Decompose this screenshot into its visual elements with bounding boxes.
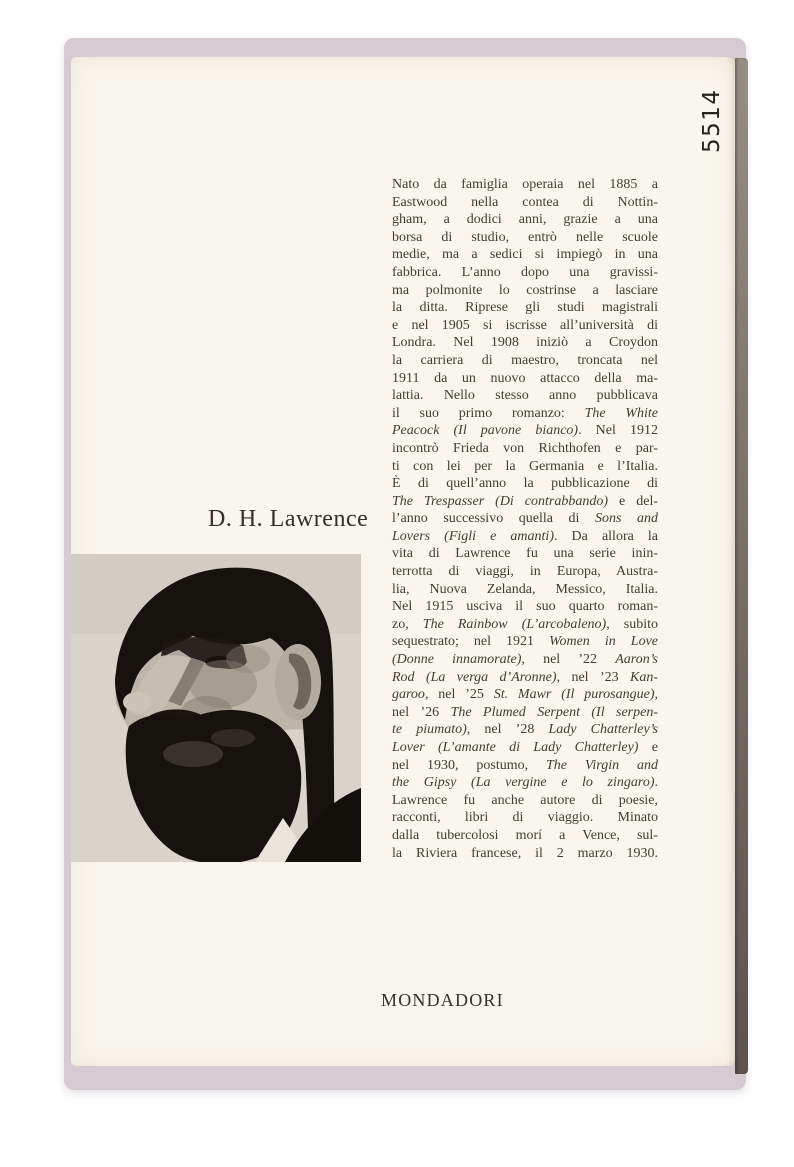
bio-line: Londra. Nel 1908 iniziò a Croydon <box>392 335 658 351</box>
bio-line: ma polmonite lo costrinse a lasciare <box>392 282 658 298</box>
bio-line: la ditta. Riprese gli studi magistrali <box>392 300 658 316</box>
bio-line: (Donne innamorate), nel ’22 Aaron’s <box>392 652 659 668</box>
bio-line: incontrò Frieda von Richthofen e par- <box>392 440 658 456</box>
bio-line: Nato da famiglia operaia nel 1885 a <box>392 177 658 192</box>
bio-line: terrotta di viaggi, in Europa, Austra- <box>392 564 658 580</box>
bio-line: Lover (L’amante di Lady Chatterley) e <box>392 740 658 755</box>
bio-line: sequestrato; nel 1921 Women in Love <box>392 634 658 650</box>
bio-line: Nel 1915 usciva il suo quarto roman- <box>392 599 658 615</box>
book-page-edge <box>735 58 748 1074</box>
bio-line: The Trespasser (Di contrabbando) e del- <box>392 493 658 509</box>
bio-line: la Riviera francese, il 2 marzo 1930. <box>392 845 658 861</box>
bio-line: borsa di studio, entrò nelle scuole <box>392 229 658 245</box>
bio-line: gham, a dodici anni, grazie a una <box>392 212 658 228</box>
biography-text <box>392 176 658 862</box>
bio-line: ti con lei per la Germania e l’Italia. <box>392 458 658 474</box>
bio-line: l’anno successivo quella di Sons and <box>392 511 658 527</box>
bio-line: la carriera di maestro, troncata nel <box>392 352 658 368</box>
portrait-photo <box>71 554 361 862</box>
bio-line: vita di Lawrence fu una serie inin- <box>392 546 658 562</box>
bio-line: e nel 1905 si iscrisse all’università di <box>392 317 658 333</box>
bio-line: Peacock (Il pavone bianco). Nel 1912 <box>392 423 658 439</box>
bio-line: racconti, libri di viaggio. Minato <box>392 810 658 826</box>
bio-line: lia, Nuova Zelanda, Messico, Italia. <box>392 581 658 597</box>
bio-line: garoo, nel ’25 St. Mawr (Il purosangue), <box>392 687 659 703</box>
bio-line: dalla tubercolosi morí a Vence, sul- <box>392 827 658 843</box>
publisher-name: MONDADORI <box>381 990 504 1010</box>
catalog-number: 5514 <box>699 88 725 153</box>
bio-line: nel 1930, postumo, The Virgin and <box>392 757 658 773</box>
bio-line: 1911 da un nuovo attacco della ma- <box>392 370 658 386</box>
bio-line: fabbrica. L’anno dopo una gravissi- <box>392 264 658 280</box>
bio-line: nel ’26 The Plumed Serpent (Il serpen- <box>392 704 659 720</box>
bio-line: zo, The Rainbow (L’arcobaleno), subito <box>392 616 658 632</box>
bio-line: medie, ma a sedici si impiegò in una <box>392 247 658 263</box>
bio-line: È di quell’anno la pubblicazione di <box>392 476 658 492</box>
author-caption: D. H. Lawrence <box>208 506 369 532</box>
bio-line: lattia. Nello stesso anno pubblicava <box>392 388 658 404</box>
bio-line: Eastwood nella contea di Nottin- <box>392 194 658 210</box>
bio-line: Rod (La verga d’Aronne), nel ’23 Kan- <box>392 669 659 685</box>
bio-line: the Gipsy (La vergine e lo zingaro). <box>392 775 658 791</box>
bio-line: Lawrence fu anche autore di poesie, <box>392 792 658 808</box>
bio-line: Lovers (Figli e amanti). Da allora la <box>392 528 659 544</box>
bio-line: te piumato), nel ’28 Lady Chatterley’s <box>392 722 659 738</box>
bio-line: il suo primo romanzo: The White <box>392 405 658 421</box>
